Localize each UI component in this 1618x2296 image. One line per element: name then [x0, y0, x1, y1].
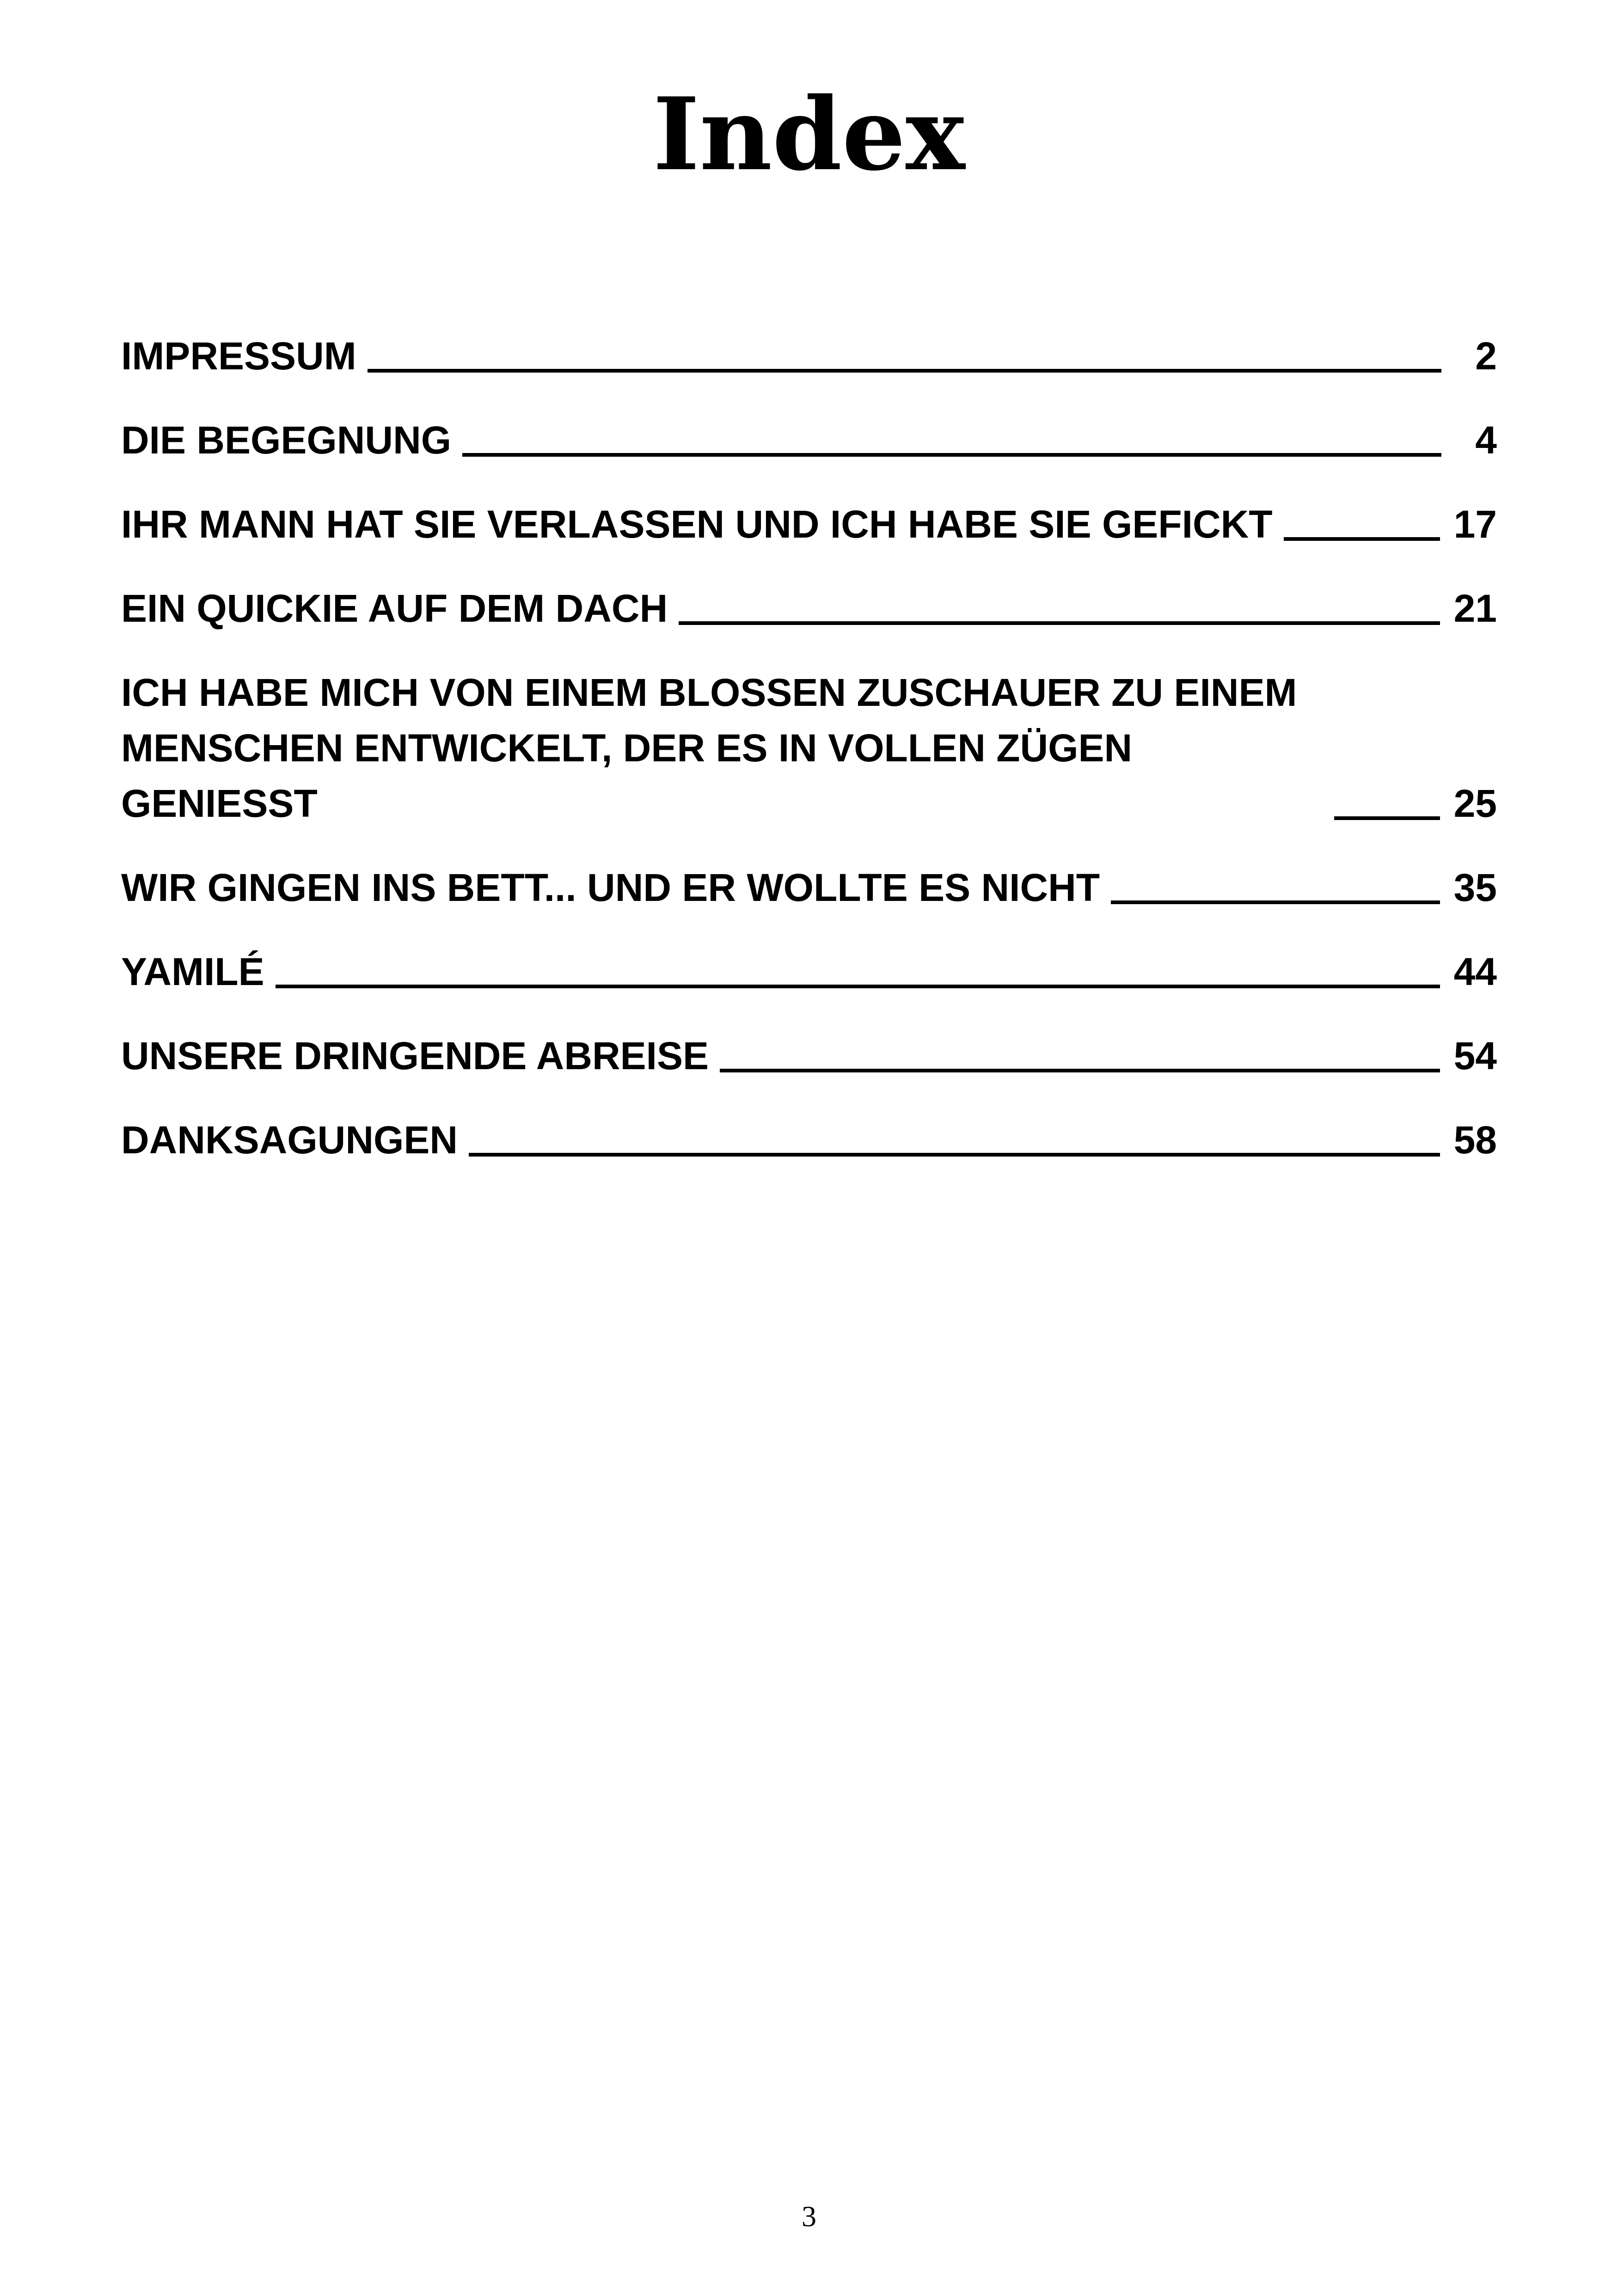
toc-entry[interactable]: [121, 1112, 1497, 1168]
toc-entry-page: 54: [1453, 1034, 1497, 1078]
toc-entry[interactable]: [121, 1028, 1497, 1084]
toc-entry-label: IHR MANN HAT SIE VERLASSEN UND ICH HABE SIE GEFICKT: [121, 502, 1273, 546]
toc-entry[interactable]: [121, 944, 1497, 999]
toc-entry-label: ICH HABE MICH VON EINEM BLOSSEN ZUSCHAUER ZU EINEM MENSCHEN ENTWICKELT, DER ES IN VOLLEN ZÜGEN GENIESST: [121, 671, 1297, 825]
toc-leader-line: [368, 364, 1441, 373]
toc-leader-line: [720, 1064, 1440, 1072]
toc-entry[interactable]: [121, 328, 1497, 384]
toc-entry-label: DANKSAGUNGEN: [121, 1118, 458, 1162]
toc-leader-line: [1284, 533, 1440, 541]
toc-entry[interactable]: [121, 665, 1497, 831]
toc-entry-page: 35: [1453, 866, 1497, 909]
toc-entry-label: DIE BEGEGNUNG: [121, 418, 452, 462]
table-of-contents: [121, 328, 1497, 1196]
toc-entry-label: EIN QUICKIE AUF DEM DACH: [121, 587, 668, 630]
toc-entry-page: 58: [1453, 1118, 1497, 1162]
page-title: Index: [653, 75, 965, 193]
toc-entry-label: WIR GINGEN INS BETT... UND ER WOLLTE ES NICHT: [121, 866, 1100, 909]
toc-leader-line: [276, 980, 1440, 988]
toc-leader-line: [469, 1148, 1440, 1157]
toc-entry[interactable]: [121, 581, 1497, 636]
toc-leader-line: [1111, 896, 1440, 904]
toc-leader-line: [462, 448, 1441, 457]
toc-entry[interactable]: [121, 412, 1497, 468]
toc-entry-page: 21: [1453, 587, 1497, 630]
toc-leader-line: [1334, 812, 1440, 820]
toc-entry-page: 44: [1453, 950, 1497, 993]
toc-entry-page: 17: [1453, 502, 1497, 546]
toc-entry[interactable]: [121, 860, 1497, 915]
toc-entry-label: UNSERE DRINGENDE ABREISE: [121, 1034, 709, 1078]
toc-entry-label: IMPRESSUM: [121, 334, 356, 378]
toc-leader-line: [679, 617, 1440, 625]
toc-entry-page: 4: [1475, 418, 1497, 462]
toc-entry-page: 2: [1475, 334, 1497, 378]
toc-entry-label: YAMILÉ: [121, 950, 264, 993]
toc-entry-page: 25: [1453, 782, 1497, 825]
page-number: 3: [802, 2200, 816, 2233]
toc-entry[interactable]: [121, 496, 1497, 552]
